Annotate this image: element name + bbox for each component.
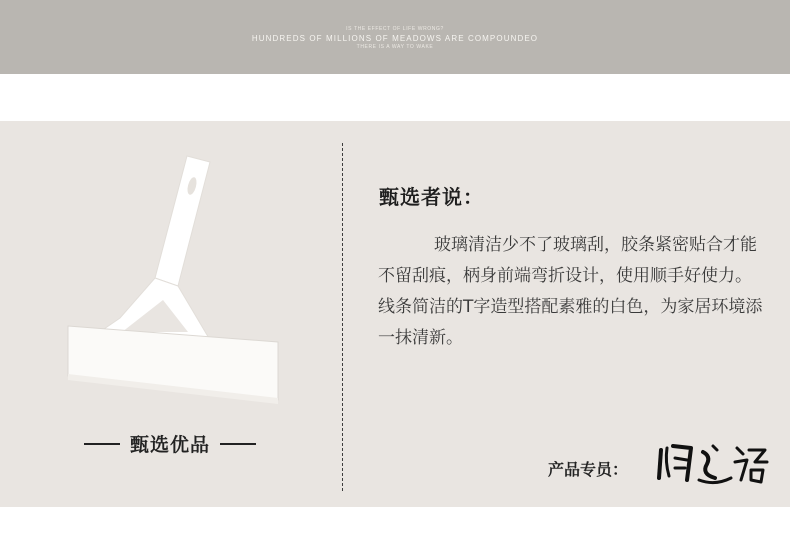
caption-dash-right bbox=[220, 443, 256, 445]
signature-image bbox=[655, 440, 770, 486]
caption-dash-left bbox=[84, 443, 120, 445]
caption-text: 甄选优品 bbox=[129, 434, 210, 456]
left-caption bbox=[40, 430, 300, 454]
producer-label: 产品专员： bbox=[548, 460, 629, 479]
description-text: 玻璃清洁少不了玻璃刮，胶条紧密贴合才能不留刮痕，柄身前端弯折设计，使用顺手好使力。线条简洁的T字造型搭配素雅的白色，为家居环境添一抹清新。 bbox=[378, 235, 763, 348]
banner-small-bottom-text: THERE IS A WAY TO WAKE bbox=[356, 44, 434, 50]
dashed-divider bbox=[342, 143, 343, 491]
banner-small-top-text: IS THE EFFECT OF LIFE WRONG? bbox=[346, 26, 444, 32]
top-banner bbox=[0, 0, 790, 74]
section-heading: 甄选者说： bbox=[379, 185, 484, 209]
banner-main-text: HUNDREDS OF MILLIONS OF MEADOWS ARE COMPOUNDEO bbox=[251, 34, 539, 43]
squeegee-image bbox=[60, 150, 290, 410]
